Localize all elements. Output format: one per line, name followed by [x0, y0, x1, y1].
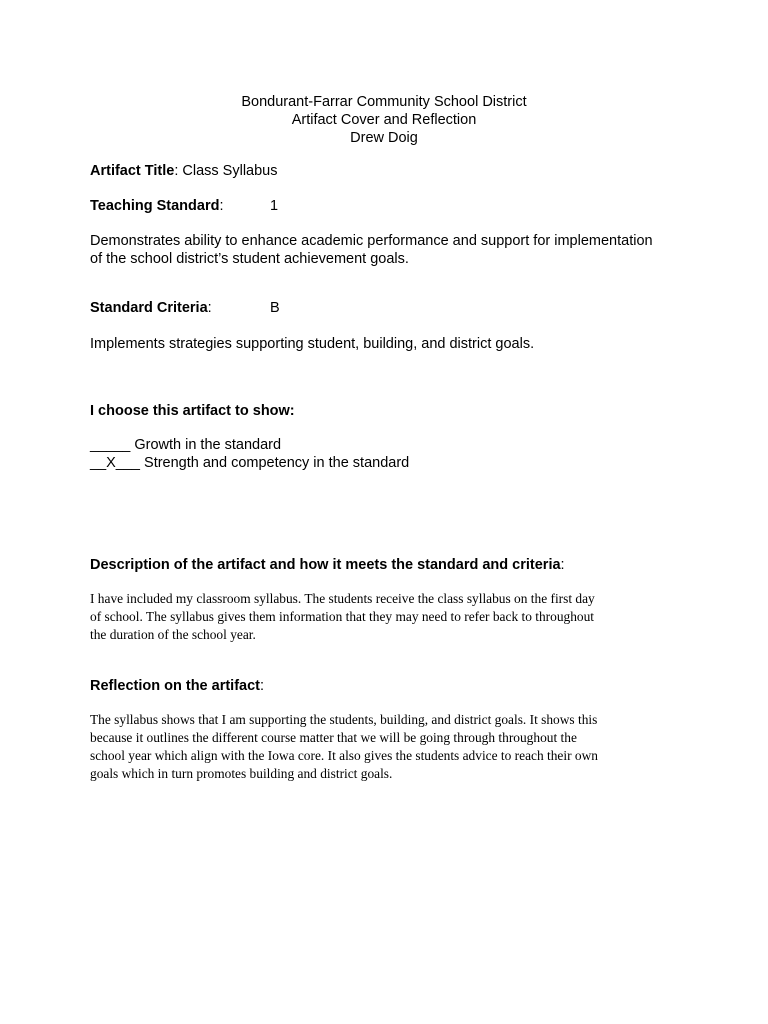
- description-heading-line: [90, 556, 565, 574]
- reflection-line: because it outlines the different course matter that we will be going through throughout the: [90, 730, 577, 745]
- choose-heading: I choose this artifact to show:: [90, 403, 295, 419]
- choice-strength: __X___ Strength and competency in the standard: [90, 455, 410, 471]
- standard-criteria-value: B: [270, 300, 280, 316]
- reflection-paragraph: [90, 711, 680, 783]
- description-line: the duration of the school year.: [90, 627, 256, 642]
- reflection-line: goals which in turn promotes building and district goals.: [90, 766, 393, 781]
- reflection-heading-colon: :: [260, 678, 265, 694]
- standard-criteria-label: Standard Criteria: [90, 300, 208, 316]
- district-name: Bondurant-Farrar Community School District: [241, 94, 527, 110]
- teaching-standard-label: Teaching Standard: [90, 198, 220, 214]
- choice-growth: _____ Growth in the standard: [90, 437, 282, 453]
- description-heading: Description of the artifact and how it meets the standard and criteria: [90, 557, 561, 573]
- reflection-heading: Reflection on the artifact: [90, 678, 260, 694]
- teaching-standard-colon: :: [219, 198, 224, 214]
- reflection-line: school year which align with the Iowa core. It also gives the students advice to reach their own: [90, 748, 598, 763]
- description-heading-colon: :: [560, 557, 565, 573]
- description-paragraph: [90, 590, 680, 644]
- teaching-standard-value: 1: [270, 198, 279, 214]
- teaching-standard-description: [90, 232, 690, 268]
- artifact-title-value: : Class Syllabus: [174, 163, 278, 179]
- standard-criteria-description: Implements strategies supporting student, building, and district goals.: [90, 336, 535, 352]
- teaching-standard-description-line: Demonstrates ability to enhance academic performance and support for implementation: [90, 233, 653, 249]
- document-header: [0, 93, 768, 147]
- document-subtitle: Artifact Cover and Reflection: [291, 112, 477, 128]
- description-line: of school. The syllabus gives them information that they may need to refer back to throughout: [90, 609, 595, 624]
- teaching-standard-description-line: of the school district’s student achievement goals.: [90, 251, 409, 267]
- teaching-standard-line: [90, 197, 223, 215]
- description-line: I have included my classroom syllabus. The students receive the class syllabus on the first day: [90, 591, 595, 606]
- reflection-heading-line: [90, 677, 264, 695]
- author-name: Drew Doig: [350, 130, 418, 146]
- standard-criteria-colon: :: [207, 300, 212, 316]
- artifact-title-label: Artifact Title: [90, 163, 175, 179]
- reflection-line: The syllabus shows that I am supporting the students, building, and district goals. It shows this: [90, 712, 598, 727]
- standard-criteria-line: [90, 299, 212, 317]
- artifact-title-line: [90, 162, 278, 180]
